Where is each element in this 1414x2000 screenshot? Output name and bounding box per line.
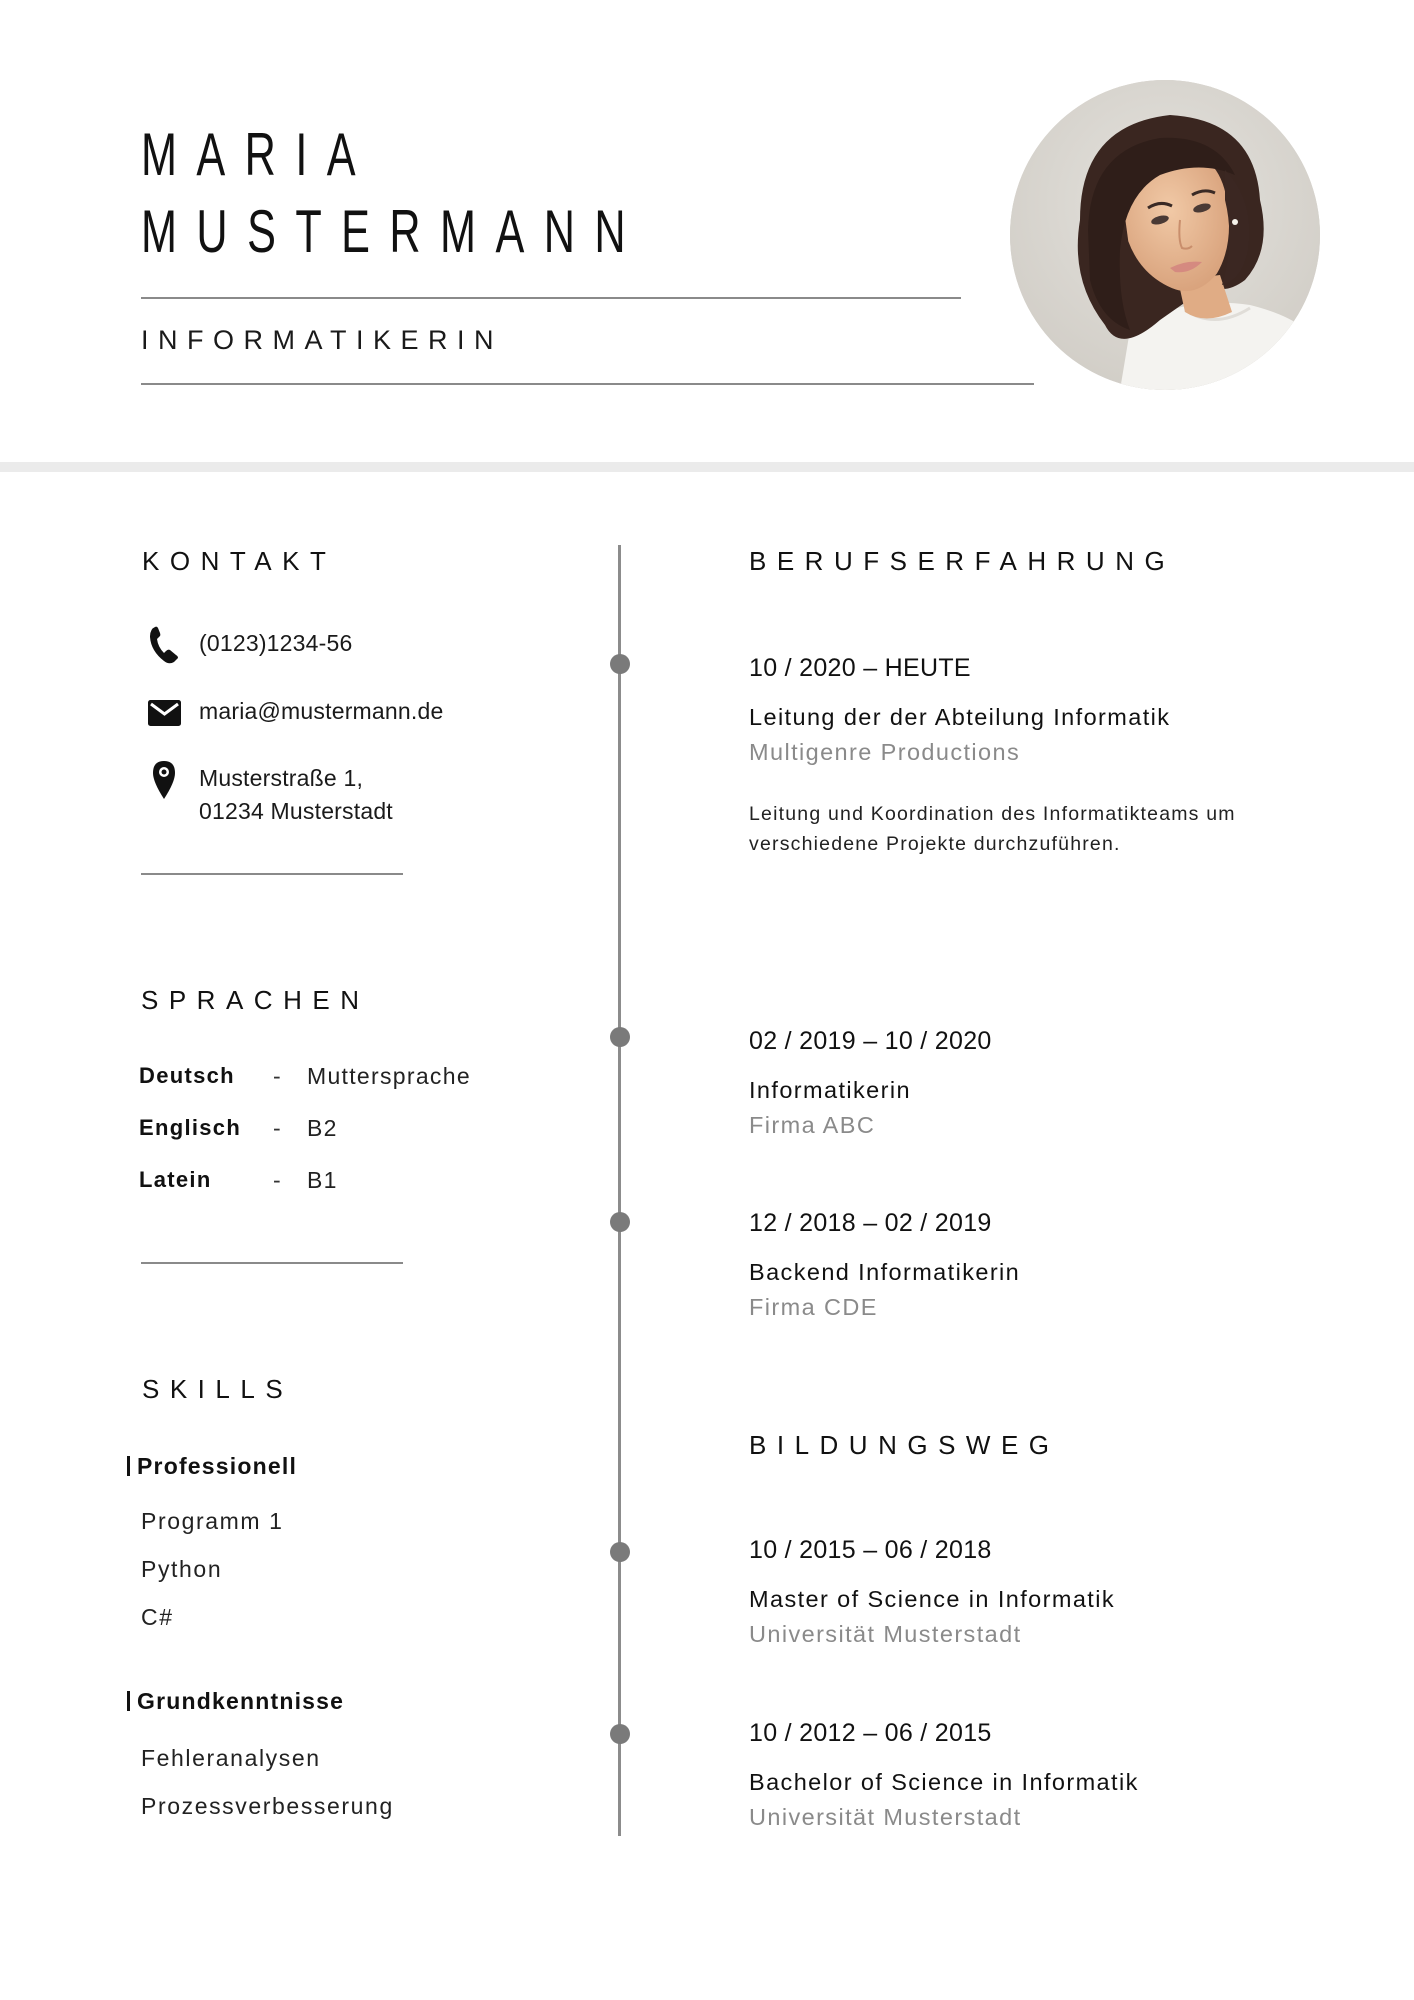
kontakt-divider <box>141 873 403 875</box>
category-bar-marker <box>127 1456 130 1476</box>
experience-entry <box>749 1208 1349 1322</box>
language-name: Deutsch <box>139 1063 235 1088</box>
entry-organization: Universität Musterstadt <box>749 1621 1022 1647</box>
address-line-1: Musterstraße 1, <box>199 765 364 791</box>
education-entry <box>749 1535 1349 1649</box>
timeline-dot <box>610 1027 630 1047</box>
section-title-berufserfahrung: BERUFSERFAHRUNG <box>749 546 1176 576</box>
language-name: Englisch <box>139 1115 242 1140</box>
job-title: INFORMATIKERIN <box>141 325 503 355</box>
skill-category-label: Professionell <box>137 1453 298 1479</box>
timeline-line <box>618 545 621 1836</box>
sprachen-divider <box>141 1262 403 1264</box>
entry-date: 10 / 2015 – 06 / 2018 <box>749 1536 992 1564</box>
entry-organization: Firma ABC <box>749 1112 876 1138</box>
contact-address <box>146 760 393 824</box>
language-level: Muttersprache <box>307 1063 471 1089</box>
entry-date: 10 / 2020 – HEUTE <box>749 654 971 682</box>
timeline-dot <box>610 1212 630 1232</box>
language-name: Latein <box>139 1167 212 1192</box>
section-title-kontakt: KONTAKT <box>142 546 337 576</box>
entry-title: Bachelor of Science in Informatik <box>749 1769 1139 1795</box>
language-dash: - <box>273 1115 282 1141</box>
phone-number[interactable]: (0123)1234-56 <box>199 630 353 656</box>
entry-title: Master of Science in Informatik <box>749 1586 1115 1612</box>
profile-photo <box>1010 80 1320 390</box>
entry-description: Leitung und Koordination des Informatikteams um verschiedene Projekte durchzuführen. <box>749 803 1236 855</box>
mail-icon <box>146 693 182 733</box>
entry-title: Leitung der der Abteilung Informatik <box>749 704 1171 730</box>
timeline-dot <box>610 1542 630 1562</box>
phone-icon <box>146 625 182 665</box>
timeline-dot <box>610 1724 630 1744</box>
skill-item: Programm 1 <box>141 1508 284 1534</box>
portrait-illustration <box>1010 80 1320 390</box>
entry-title: Backend Informatikerin <box>749 1259 1021 1285</box>
section-title-bildungsweg: BILDUNGSWEG <box>749 1430 1060 1460</box>
section-title-sprachen: SPRACHEN <box>141 985 370 1015</box>
language-level: B1 <box>307 1167 338 1193</box>
language-level: B2 <box>307 1115 338 1141</box>
skill-item: C# <box>141 1604 174 1630</box>
skill-category-professionell <box>127 1451 297 1481</box>
skill-category-grundkenntnisse <box>127 1686 344 1716</box>
header-divider-bottom <box>141 383 1034 385</box>
entry-title: Informatikerin <box>749 1077 911 1103</box>
entry-organization: Multigenre Productions <box>749 739 1021 765</box>
experience-entry <box>749 653 1349 859</box>
entry-date: 12 / 2018 – 02 / 2019 <box>749 1209 992 1237</box>
contact-phone <box>146 625 353 665</box>
email-address[interactable]: maria@mustermann.de <box>199 698 444 724</box>
address-line-2: 01234 Musterstadt <box>199 798 393 824</box>
entry-date: 02 / 2019 – 10 / 2020 <box>749 1027 992 1055</box>
first-name: MARIA <box>141 121 376 188</box>
entry-organization: Universität Musterstadt <box>749 1804 1022 1830</box>
section-title-skills: SKILLS <box>142 1374 294 1404</box>
timeline-dot <box>610 654 630 674</box>
category-bar-marker <box>127 1691 130 1711</box>
entry-date: 10 / 2012 – 06 / 2015 <box>749 1719 992 1747</box>
language-dash: - <box>273 1167 282 1193</box>
skill-item: Fehleranalysen <box>141 1745 321 1771</box>
header-band-divider <box>0 462 1414 472</box>
education-entry <box>749 1718 1349 1832</box>
contact-email <box>146 693 444 733</box>
last-name: MUSTERMANN <box>141 198 645 265</box>
location-pin-icon <box>146 760 182 800</box>
skill-item: Python <box>141 1556 223 1582</box>
skill-item: Prozessverbesserung <box>141 1793 394 1819</box>
experience-entry <box>749 1026 1349 1140</box>
skill-category-label: Grundkenntnisse <box>137 1688 345 1714</box>
header-divider-top <box>141 297 961 299</box>
entry-organization: Firma CDE <box>749 1294 878 1320</box>
language-dash: - <box>273 1063 282 1089</box>
